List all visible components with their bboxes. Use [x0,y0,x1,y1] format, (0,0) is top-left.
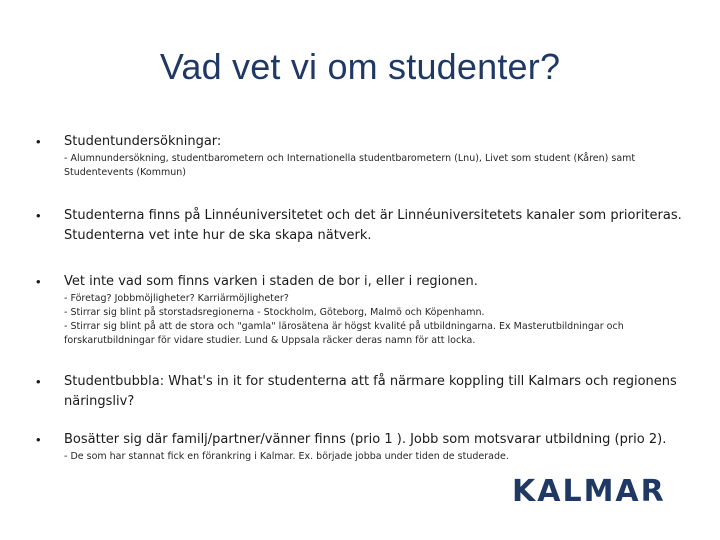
bullet-text: Studenterna finns på Linnéuniversitetet och det är Linnéuniversitetets kanaler som prioriteras. Studenterna vet inte hur de ska skapa nätverk. [64,208,682,243]
bullet-marker: • [36,432,41,447]
bullet-subtext [36,292,684,348]
bullet-item-3 [36,272,684,348]
bullet-item-4 [36,372,684,412]
bullet-marker: • [36,374,41,389]
bullet-subtext [36,152,684,180]
bullet-marker: • [36,274,41,289]
slide-title: Vad vet vi om studenter? [159,46,561,87]
kalmar-logo: KALMAR [512,474,666,509]
bullet-item-5 [36,430,684,464]
bullet-text: Bosätter sig där familj/partner/vänner finns (prio 1 ). Jobb som motsvarar utbildning (prio 2). [64,432,667,447]
bullet-subtext [36,450,684,464]
bullet-marker: • [36,208,41,223]
bullet-item-2 [36,206,684,246]
bullet-item-1 [36,132,684,180]
bullet-text: Studentundersökningar: [64,134,222,149]
subtext-line: - Stirrar sig blint på att de stora och "gamla" lärosätena är högst kvalité på utbildningarna. Ex Masterutbildningar och forskarutbildningar för vidare studier. Lund & Uppsala räcker deras namn för att locka. [64,321,624,346]
subtext-line: - De som har stannat fick en förankring i Kalmar. Ex. började jobba under tiden de studerade. [64,451,509,462]
subtext-line: - Alumnundersökning, studentbarometern och Internationella studentbarometern (Lnu), Livet som student (Kåren) samt Studentevents (Kommun) [64,153,636,178]
bullet-text: Studentbubbla: What's in it for studenterna att få närmare koppling till Kalmars och regionens näringsliv? [64,374,677,409]
bullet-marker: • [36,134,41,149]
subtext-line: - Företag? Jobbmöjligheter? Karriärmöjligheter? [64,293,289,304]
bullet-text: Vet inte vad som finns varken i staden de bor i, eller i regionen. [64,274,478,289]
subtext-line: - Stirrar sig blint på storstadsregionerna - Stockholm, Göteborg, Malmö och Köpenhamn. [64,307,485,318]
